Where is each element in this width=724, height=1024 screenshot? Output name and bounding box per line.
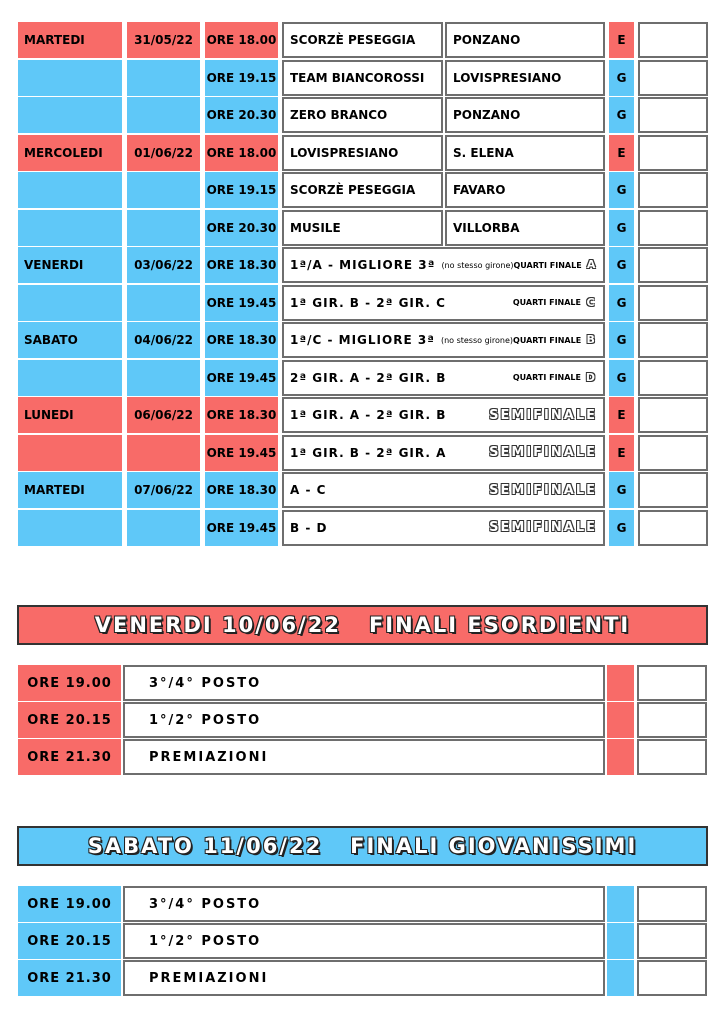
match-text: 1ª GIR. B - 2ª GIR. C	[290, 295, 446, 310]
day-cell	[18, 360, 122, 396]
match-cell	[282, 247, 605, 283]
match-cell	[282, 435, 605, 471]
home-team-cell: LOVISPRESIANO	[282, 135, 443, 171]
empty-cell	[638, 510, 708, 546]
phase-letter: A	[586, 258, 597, 271]
category-cell: E	[609, 135, 634, 171]
day-cell: VENERDI	[18, 247, 122, 283]
day-cell	[18, 172, 122, 208]
date-cell	[127, 360, 200, 396]
final-empty-cell	[637, 923, 707, 959]
day-cell	[18, 210, 122, 246]
phase-label: SEMIFINALE	[489, 407, 597, 423]
category-cell: G	[609, 510, 634, 546]
match-cell	[282, 397, 605, 433]
category-cell: G	[609, 360, 634, 396]
date-cell: 06/06/22	[127, 397, 200, 433]
final-time-cell: ORE 21.30	[18, 739, 121, 775]
home-team-cell: SCORZÈ PESEGGIA	[282, 172, 443, 208]
phase-label: SEMIFINALE	[489, 445, 597, 460]
time-cell: ORE 18.00	[205, 22, 278, 58]
match-cell	[282, 472, 605, 508]
category-cell: G	[609, 97, 634, 133]
match-text: 1ª GIR. B - 2ª GIR. A	[290, 445, 447, 460]
final-label-cell: PREMIAZIONI	[123, 739, 605, 775]
empty-cell	[638, 397, 708, 433]
day-cell: MARTEDI	[18, 22, 122, 58]
empty-cell	[638, 210, 708, 246]
date-cell	[127, 210, 200, 246]
final-label-cell: PREMIAZIONI	[123, 960, 605, 996]
home-team-cell: SCORZÈ PESEGGIA	[282, 22, 443, 58]
match-text: 1ª GIR. A - 2ª GIR. B	[290, 408, 447, 422]
away-team-cell: FAVARO	[445, 172, 605, 208]
final-color-cell	[607, 665, 634, 701]
final-time-cell: ORE 20.15	[18, 702, 121, 738]
day-cell	[18, 285, 122, 321]
day-cell: MARTEDI	[18, 472, 122, 508]
phase-letter: C	[586, 295, 596, 309]
date-cell: 31/05/22	[127, 22, 200, 58]
final-time-cell: ORE 19.00	[18, 665, 121, 701]
category-cell: G	[609, 285, 634, 321]
match-cell	[282, 322, 605, 358]
empty-cell	[638, 22, 708, 58]
match-cell	[282, 360, 605, 396]
final-time-cell: ORE 21.30	[18, 960, 121, 996]
match-note: (no stesso girone)	[440, 335, 514, 345]
date-cell	[127, 172, 200, 208]
away-team-cell: VILLORBA	[445, 210, 605, 246]
home-team-cell: MUSILE	[282, 210, 443, 246]
category-cell: E	[609, 22, 634, 58]
phase-letter: B	[586, 333, 596, 346]
match-left	[290, 371, 446, 385]
match-text: 1ª/A - MIGLIORE 3ª	[290, 258, 436, 272]
home-team-cell: TEAM BIANCOROSSI	[282, 60, 443, 96]
match-left	[290, 483, 326, 497]
time-cell: ORE 18.30	[205, 397, 278, 433]
away-team-cell: LOVISPRESIANO	[445, 60, 605, 96]
date-cell	[127, 97, 200, 133]
match-text: 2ª GIR. A - 2ª GIR. B	[290, 370, 447, 385]
time-cell: ORE 19.45	[205, 360, 278, 396]
phase-label: QUARTI FINALE	[512, 298, 581, 307]
final-label-cell: 3°/4° POSTO	[123, 665, 605, 701]
final-time-cell: ORE 20.15	[18, 923, 121, 959]
empty-cell	[638, 285, 708, 321]
date-cell	[127, 285, 200, 321]
date-cell: 07/06/22	[127, 472, 200, 508]
final-color-cell	[607, 739, 634, 775]
empty-cell	[638, 135, 708, 171]
final-color-cell	[607, 702, 634, 738]
match-left	[290, 446, 446, 460]
match-cell	[282, 510, 605, 546]
time-cell: ORE 18.30	[205, 472, 278, 508]
category-cell: G	[609, 60, 634, 96]
match-text: B - D	[290, 520, 328, 535]
match-left	[290, 258, 514, 272]
empty-cell	[638, 97, 708, 133]
day-cell: LUNEDI	[18, 397, 122, 433]
match-note: (no stesso girone)	[441, 260, 514, 270]
finals-esordienti-title: VENERDI 10/06/22 FINALI ESORDIENTI	[17, 605, 708, 645]
day-cell	[18, 435, 122, 471]
time-cell: ORE 20.30	[205, 210, 278, 246]
phase-group	[513, 297, 597, 309]
phase-group	[513, 372, 597, 384]
time-cell: ORE 18.30	[205, 322, 278, 358]
day-cell	[18, 97, 122, 133]
time-cell: ORE 20.30	[205, 97, 278, 133]
match-left	[290, 521, 327, 535]
day-cell	[18, 60, 122, 96]
empty-cell	[638, 60, 708, 96]
final-empty-cell	[637, 739, 707, 775]
category-cell: E	[609, 397, 634, 433]
final-color-cell	[607, 923, 634, 959]
category-cell: G	[609, 210, 634, 246]
phase-label: SEMIFINALE	[489, 482, 597, 498]
time-cell: ORE 19.45	[205, 510, 278, 546]
time-cell: ORE 18.30	[205, 247, 278, 283]
final-color-cell	[607, 960, 634, 996]
day-cell	[18, 510, 122, 546]
final-color-cell	[607, 886, 634, 922]
final-empty-cell	[637, 886, 707, 922]
phase-letter: D	[585, 370, 597, 384]
date-cell	[127, 510, 200, 546]
match-left	[290, 333, 513, 347]
match-text: A - C	[290, 483, 327, 497]
match-left	[290, 296, 446, 310]
phase-label: SEMIFINALE	[489, 520, 597, 535]
home-team-cell: ZERO BRANCO	[282, 97, 443, 133]
empty-cell	[638, 247, 708, 283]
category-cell: G	[609, 172, 634, 208]
time-cell: ORE 19.45	[205, 285, 278, 321]
day-cell: MERCOLEDI	[18, 135, 122, 171]
date-cell: 01/06/22	[127, 135, 200, 171]
phase-group	[514, 259, 598, 271]
away-team-cell: PONZANO	[445, 22, 605, 58]
phase-label: QUARTI FINALE	[513, 260, 582, 270]
final-empty-cell	[637, 665, 707, 701]
final-label-cell: 3°/4° POSTO	[123, 886, 605, 922]
away-team-cell: PONZANO	[445, 97, 605, 133]
date-cell	[127, 435, 200, 471]
time-cell: ORE 18.00	[205, 135, 278, 171]
final-empty-cell	[637, 960, 707, 996]
final-label-cell: 1°/2° POSTO	[123, 923, 605, 959]
away-team-cell: S. ELENA	[445, 135, 605, 171]
phase-label: QUARTI FINALE	[512, 373, 581, 382]
category-cell: G	[609, 247, 634, 283]
empty-cell	[638, 472, 708, 508]
time-cell: ORE 19.15	[205, 60, 278, 96]
day-cell: SABATO	[18, 322, 122, 358]
final-label-cell: 1°/2° POSTO	[123, 702, 605, 738]
time-cell: ORE 19.15	[205, 172, 278, 208]
empty-cell	[638, 435, 708, 471]
category-cell: G	[609, 472, 634, 508]
match-cell	[282, 285, 605, 321]
match-text: 1ª/C - MIGLIORE 3ª	[290, 333, 435, 347]
date-cell: 04/06/22	[127, 322, 200, 358]
match-left	[290, 408, 446, 422]
empty-cell	[638, 360, 708, 396]
phase-label: QUARTI FINALE	[513, 335, 582, 345]
date-cell: 03/06/22	[127, 247, 200, 283]
final-time-cell: ORE 19.00	[18, 886, 121, 922]
empty-cell	[638, 172, 708, 208]
phase-group	[513, 334, 597, 346]
finals-giovanissimi-title: SABATO 11/06/22 FINALI GIOVANISSIMI	[17, 826, 708, 866]
category-cell: E	[609, 435, 634, 471]
final-empty-cell	[637, 702, 707, 738]
time-cell: ORE 19.45	[205, 435, 278, 471]
category-cell: G	[609, 322, 634, 358]
date-cell	[127, 60, 200, 96]
empty-cell	[638, 322, 708, 358]
